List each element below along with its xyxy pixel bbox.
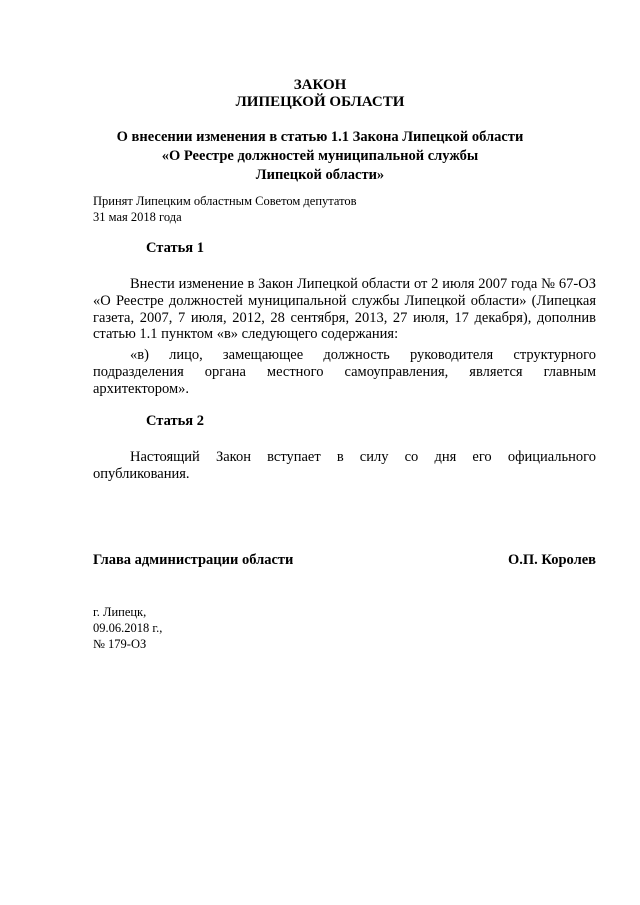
adoption-date: 31 мая 2018 года bbox=[93, 210, 182, 224]
article-1-paragraph-1: Внести изменение в Закон Липецкой области от 2 июля 2007 года № 67-ОЗ «О Реестре должностей муниципальной службы Липецкой области» (Липецкая газета, 2007, 7 июля, 2012, 28 сентября, 2013, 27 июля, 17 декабря), дополнив статью 1.1 пунктом «в» следующего содержания: bbox=[93, 276, 596, 343]
article-1-paragraph-2: «в) лицо, замещающее должность руководителя структурного подразделения органа местного самоуправления, является главным архитектором». bbox=[93, 347, 596, 397]
subject-line-3: Липецкой области» bbox=[255, 167, 385, 183]
law-subject bbox=[0, 128, 640, 185]
subject-line-2: «О Реестре должностей муниципальной службы bbox=[161, 148, 479, 164]
article-2-paragraph-1: Настоящий Закон вступает в силу со дня его официального опубликования. bbox=[93, 449, 596, 482]
publication-date: 09.06.2018 г., bbox=[93, 621, 163, 635]
signatory-position: Глава администрации области bbox=[93, 552, 294, 568]
adoption-body: Принят Липецким областным Советом депутатов bbox=[93, 194, 357, 208]
article-1-heading: Статья 1 bbox=[146, 240, 204, 256]
signature-block bbox=[93, 552, 596, 569]
law-region: ЛИПЕЦКОЙ ОБЛАСТИ bbox=[235, 94, 405, 110]
signatory-name: О.П. Королев bbox=[508, 552, 596, 568]
adoption-note bbox=[93, 193, 357, 225]
law-title bbox=[0, 77, 640, 111]
publication-info bbox=[93, 604, 162, 652]
publication-city: г. Липецк, bbox=[93, 605, 147, 619]
article-2-heading: Статья 2 bbox=[146, 413, 204, 429]
subject-line-1: О внесении изменения в статью 1.1 Закона Липецкой области bbox=[116, 129, 524, 145]
law-number: № 179-ОЗ bbox=[93, 637, 147, 651]
law-label: ЗАКОН bbox=[293, 77, 347, 93]
